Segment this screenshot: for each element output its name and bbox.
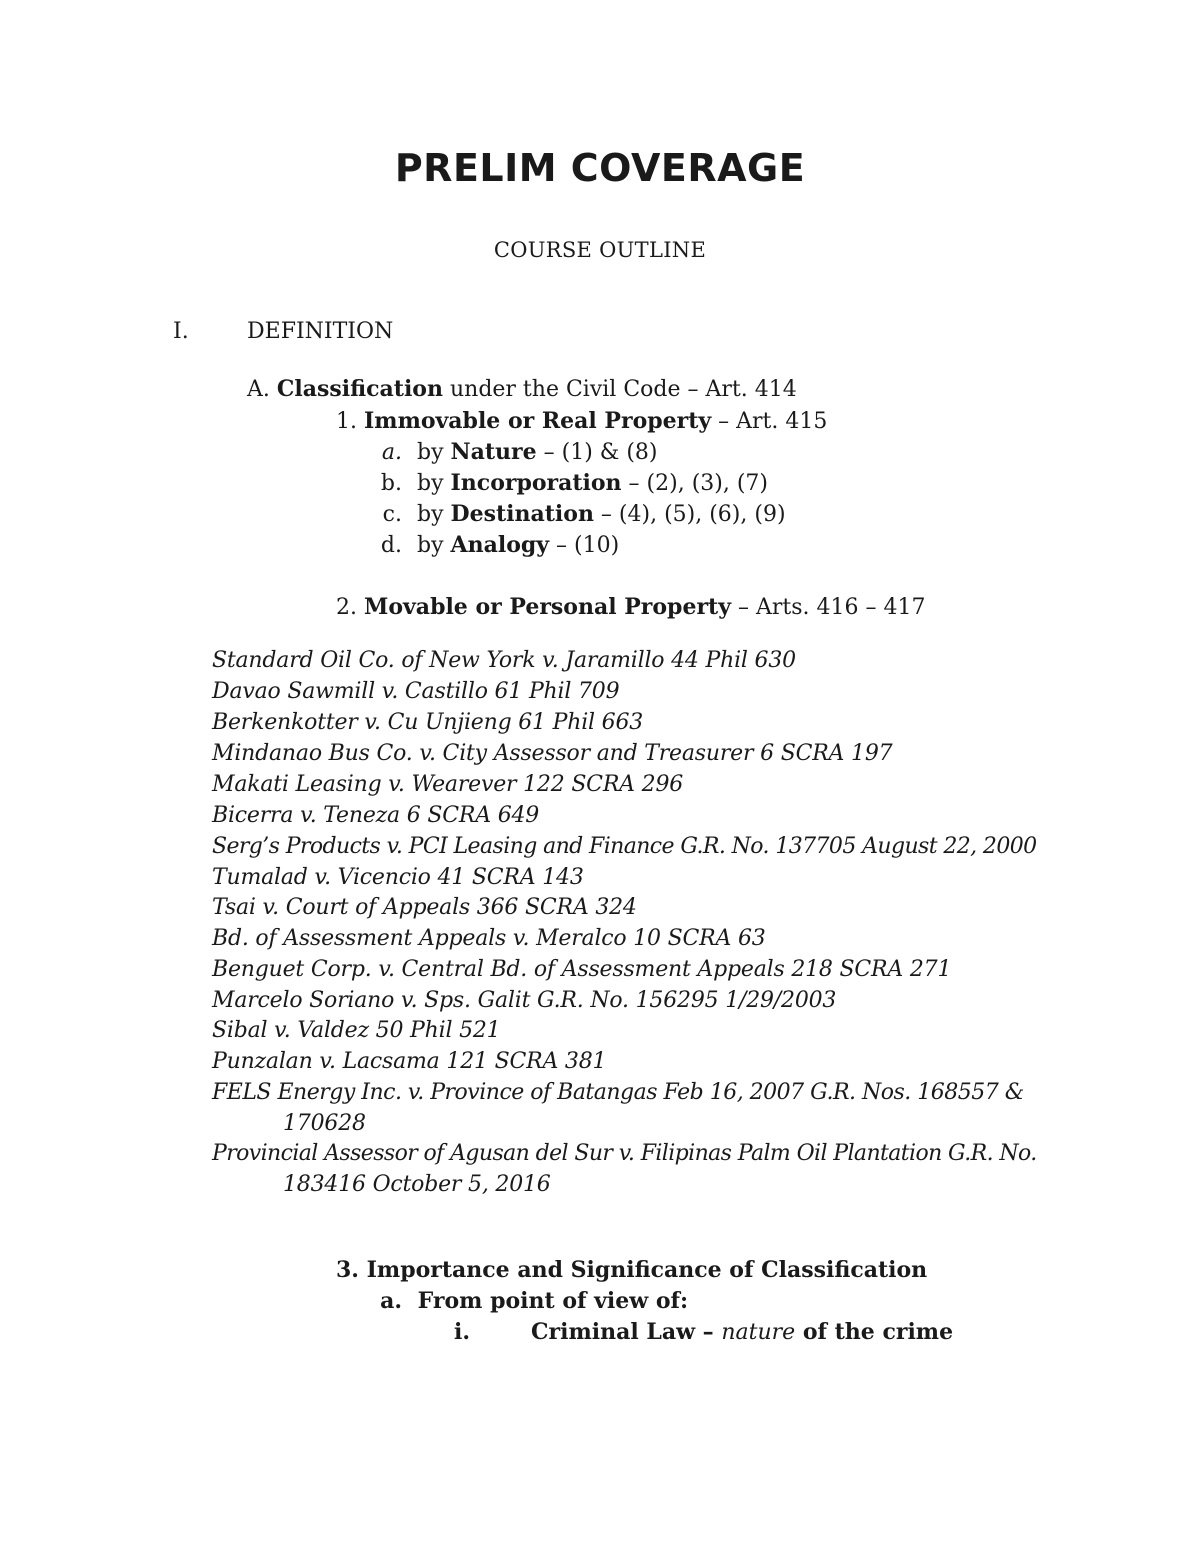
outline-italic-term: nature	[721, 1320, 796, 1345]
case-citation: Punzalan v. Lacsama 121 SCRA 381	[212, 1049, 607, 1074]
outline-sub-item	[380, 437, 658, 468]
case-citation: FELS Energy Inc. v. Province of Batangas Feb 16, 2007 G.R. Nos. 168557 &	[212, 1080, 1024, 1105]
case-citation: Berkenkotter v. Cu Unjieng 61 Phil 663	[212, 710, 644, 735]
case-citation: Provincial Assessor of Agusan del Sur v. Filipinas Palm Oil Plantation G.R. No.	[212, 1141, 1037, 1166]
outline-bold-term: Destination	[450, 501, 594, 527]
outline-letter: a.	[381, 440, 402, 465]
page-subtitle: COURSE OUTLINE	[493, 238, 707, 262]
outline-text: – (2), (3), (7)	[621, 471, 769, 496]
page-title: PRELIM COVERAGE	[394, 146, 806, 190]
outline-text: – Art. 415	[711, 409, 828, 434]
outline-text: by	[417, 471, 451, 496]
outline-text: Criminal Law –	[531, 1319, 722, 1345]
outline-text: – (1) & (8)	[536, 440, 658, 465]
outline-letter: b.	[380, 471, 402, 496]
case-citation: Makati Leasing v. Wearever 122 SCRA 296	[212, 772, 684, 797]
outline-bold-term: Incorporation	[450, 470, 622, 496]
section-heading: DEFINITION	[247, 319, 394, 344]
outline-bold-term: Immovable or Real Property	[364, 408, 712, 434]
outline-text: – (10)	[549, 533, 620, 558]
case-citation-continued: 183416 October 5, 2016	[283, 1172, 551, 1197]
case-citation: Serg’s Products v. PCI Leasing and Finance G.R. No. 137705 August 22, 2000	[212, 834, 1037, 859]
outline-number: 2.	[336, 595, 357, 620]
case-citation: Standard Oil Co. of New York v. Jaramillo 44 Phil 630	[212, 648, 796, 673]
outline-text: – (4), (5), (6), (9)	[593, 502, 786, 527]
outline-sub-item	[380, 530, 619, 561]
outline-text: by	[417, 502, 451, 527]
case-citation: Benguet Corp. v. Central Bd. of Assessment Appeals 218 SCRA 271	[212, 957, 952, 982]
case-citation: Tsai v. Court of Appeals 366 SCRA 324	[212, 895, 637, 920]
outline-number: 3.	[336, 1257, 359, 1283]
outline-item-2	[336, 592, 925, 623]
outline-text: of the crime	[795, 1319, 954, 1345]
outline-sub-item	[380, 468, 768, 499]
outline-text: – Arts. 416 – 417	[730, 595, 926, 620]
outline-bold-term: Nature	[450, 439, 537, 465]
outline-letter: c.	[382, 502, 402, 527]
section-number: I.	[173, 319, 189, 344]
outline-bold-term: Movable or Personal Property	[364, 594, 731, 620]
outline-heading: Importance and Significance of Classification	[366, 1257, 928, 1283]
outline-item-3	[336, 1255, 927, 1286]
case-citation: Bd. of Assessment Appeals v. Meralco 10 SCRA 63	[212, 926, 766, 951]
outline-letter: a.	[380, 1288, 402, 1314]
outline-heading: From point of view of:	[417, 1288, 689, 1314]
outline-text: under the Civil Code – Art. 414	[442, 377, 797, 402]
case-citation: Mindanao Bus Co. v. City Assessor and Treasurer 6 SCRA 197	[212, 741, 893, 766]
outline-item-a	[247, 374, 797, 405]
outline-item-3a	[380, 1286, 688, 1317]
case-citation: Tumalad v. Vicencio 41 SCRA 143	[212, 865, 584, 890]
outline-bold-term: Classification	[276, 376, 443, 402]
outline-text: by	[417, 533, 451, 558]
case-citation: Marcelo Soriano v. Sps. Galit G.R. No. 156295 1/29/2003	[212, 988, 837, 1013]
case-citation-continued: 170628	[283, 1111, 366, 1136]
outline-item-1	[336, 406, 827, 437]
case-citation: Sibal v. Valdez 50 Phil 521	[212, 1018, 501, 1043]
case-citation: Davao Sawmill v. Castillo 61 Phil 709	[212, 679, 620, 704]
outline-sub-item	[380, 499, 786, 530]
outline-letter: d.	[380, 533, 402, 558]
outline-number: 1.	[336, 409, 357, 434]
case-citation: Bicerra v. Teneza 6 SCRA 649	[212, 803, 540, 828]
outline-letter: A.	[247, 377, 270, 402]
outline-text: by	[417, 440, 451, 465]
outline-bold-term: Analogy	[450, 532, 550, 558]
outline-item-3ai	[440, 1317, 953, 1348]
outline-roman: i.	[453, 1319, 470, 1345]
